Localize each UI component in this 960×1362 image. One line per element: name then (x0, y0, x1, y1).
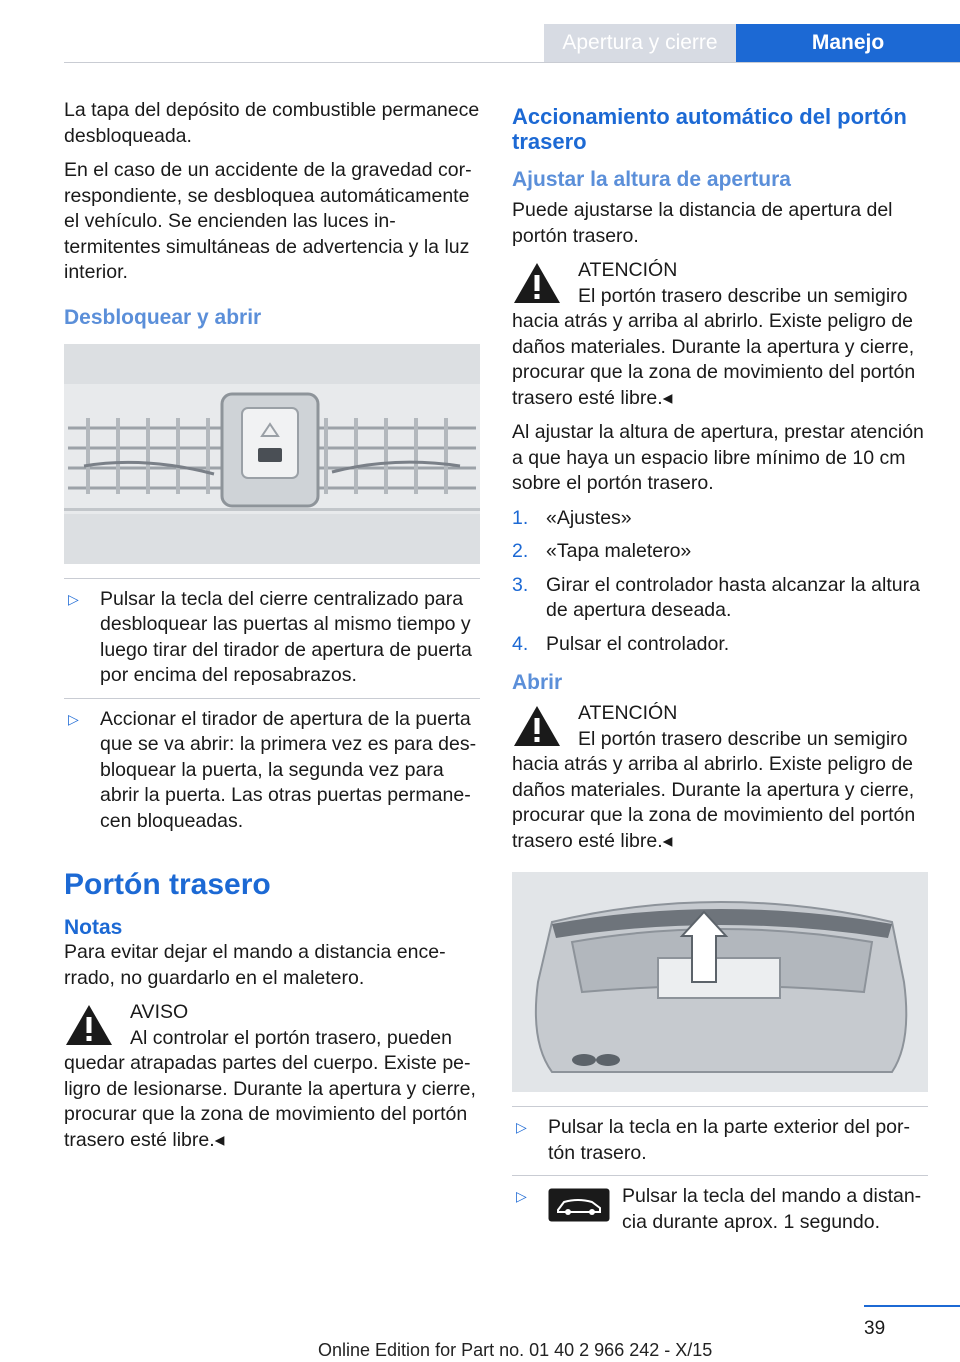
heading-auto-tailgate: Accionamiento automático del portón trasero (512, 104, 907, 154)
list-item: 1. «Ajustes» (512, 506, 632, 529)
list-item: 3. Girar el controlador hasta alcanzar la altura de apertura deseada. (512, 573, 920, 621)
caution-text: El portón trasero describe un semigiro hacia atrás y arriba al abrirlo. Existe peligro de daños materiales. Durante la apertura y cierre, procurar que la zona de movimiento del portón trasero esté libre.◂ (512, 727, 916, 852)
door-switch-illustration (64, 344, 480, 564)
warning-triangle-icon (64, 1003, 114, 1047)
heading-notes: Notas (64, 916, 123, 939)
heading-open: Abrir (512, 671, 563, 694)
header-section-tab: Apertura y cierre (544, 24, 736, 62)
caution-text: El portón trasero describe un semigiro hacia atrás y arriba al abrirlo. Existe peligro de daños materiales. Durante la apertura y cierre, procurar que la zona de movimiento del portón trasero esté libre.◂ (512, 284, 916, 409)
header-rule (64, 62, 960, 63)
list-item: 4. Pulsar el controlador. (512, 632, 730, 655)
footer-rule (864, 1305, 960, 1307)
warning-triangle-icon (512, 261, 562, 305)
warning-triangle-icon (512, 704, 562, 748)
remote-trunk-key-icon (548, 1188, 610, 1222)
accident-paragraph: En el caso de un accidente de la gravedad correspondiente, se desbloquea automáticamente el vehículo. Se encienden las luces intermitentes simultáneas de advertencia y la luz interior. (64, 159, 472, 283)
unlock-steps-list (64, 587, 480, 835)
list-item: ▷ Accionar el tirador de apertura de la puerta que se va abrir: la primera vez es para desbloquear la puerta, la segunda vez para abrir la puerta. Las otras puertas permanecen bloqueadas. (64, 698, 480, 835)
warning-title: AVISO (130, 1001, 189, 1023)
tailgate-illustration (512, 872, 928, 1092)
footer-edition: Online Edition for Part no. 01 40 2 966 242 - X/15 (318, 1340, 713, 1360)
warning-notice (64, 1000, 480, 1153)
page-number: 39 (864, 1318, 886, 1339)
bullet-divider (64, 578, 480, 579)
list-item: ▷ Pulsar la tecla en la parte exterior del portón trasero. (516, 1116, 911, 1164)
heading-tailgate: Portón trasero (64, 868, 271, 901)
notes-paragraph: Para evitar dejar el mando a distancia encerrado, no guardarlo en el maletero. (64, 941, 446, 989)
list-item: 2. «Tapa maletero» (512, 540, 692, 562)
bullet-divider (512, 1106, 928, 1107)
bullet-triangle-icon: ▷ (516, 1119, 527, 1135)
right-column (512, 98, 928, 1244)
list-item: ▷ Pulsar la tecla del mando a distancia durante aprox. 1 segundo. (512, 1175, 928, 1235)
header-chapter-tab: Manejo (736, 24, 960, 62)
left-column (64, 98, 480, 1162)
adjust-steps-list (512, 506, 928, 658)
adjust-paragraph: Al ajustar la altura de apertura, prestar atención a que haya un espacio libre mínimo de 10 cm sobre el portón trasero. (512, 421, 924, 494)
caution-notice-2 (512, 701, 928, 854)
caution-title: ATENCIÓN (578, 702, 678, 724)
caution-notice-1 (512, 258, 928, 411)
bullet-triangle-icon: ▷ (516, 1188, 527, 1204)
heading-opening-height: Ajustar la altura de apertura (512, 168, 791, 191)
warning-text: Al controlar el portón trasero, pueden quedar atrapadas partes del cuerpo. Existe peligro de lesionarse. Durante la apertura y cierre, procurar que la zona de movimiento del portón trasero esté libre.◂ (64, 1026, 476, 1151)
caution-title: ATENCIÓN (578, 259, 678, 281)
bullet-triangle-icon: ▷ (68, 590, 79, 607)
heading-unlock-open: Desbloquear y abrir (64, 305, 262, 329)
height-paragraph: Puede ajustarse la distancia de apertura del portón trasero. (512, 199, 893, 247)
fuel-flap-paragraph: La tapa del depósito de combustible permanece desbloqueada. (64, 99, 480, 147)
list-item: ▷ Pulsar la tecla del cierre centralizado para desbloquear las puertas al mismo tiempo y luego tirar del tirador de apertura de puerta por encima del reposabrazos. (68, 587, 472, 686)
open-steps-list (512, 1115, 928, 1235)
bullet-triangle-icon: ▷ (68, 710, 79, 727)
